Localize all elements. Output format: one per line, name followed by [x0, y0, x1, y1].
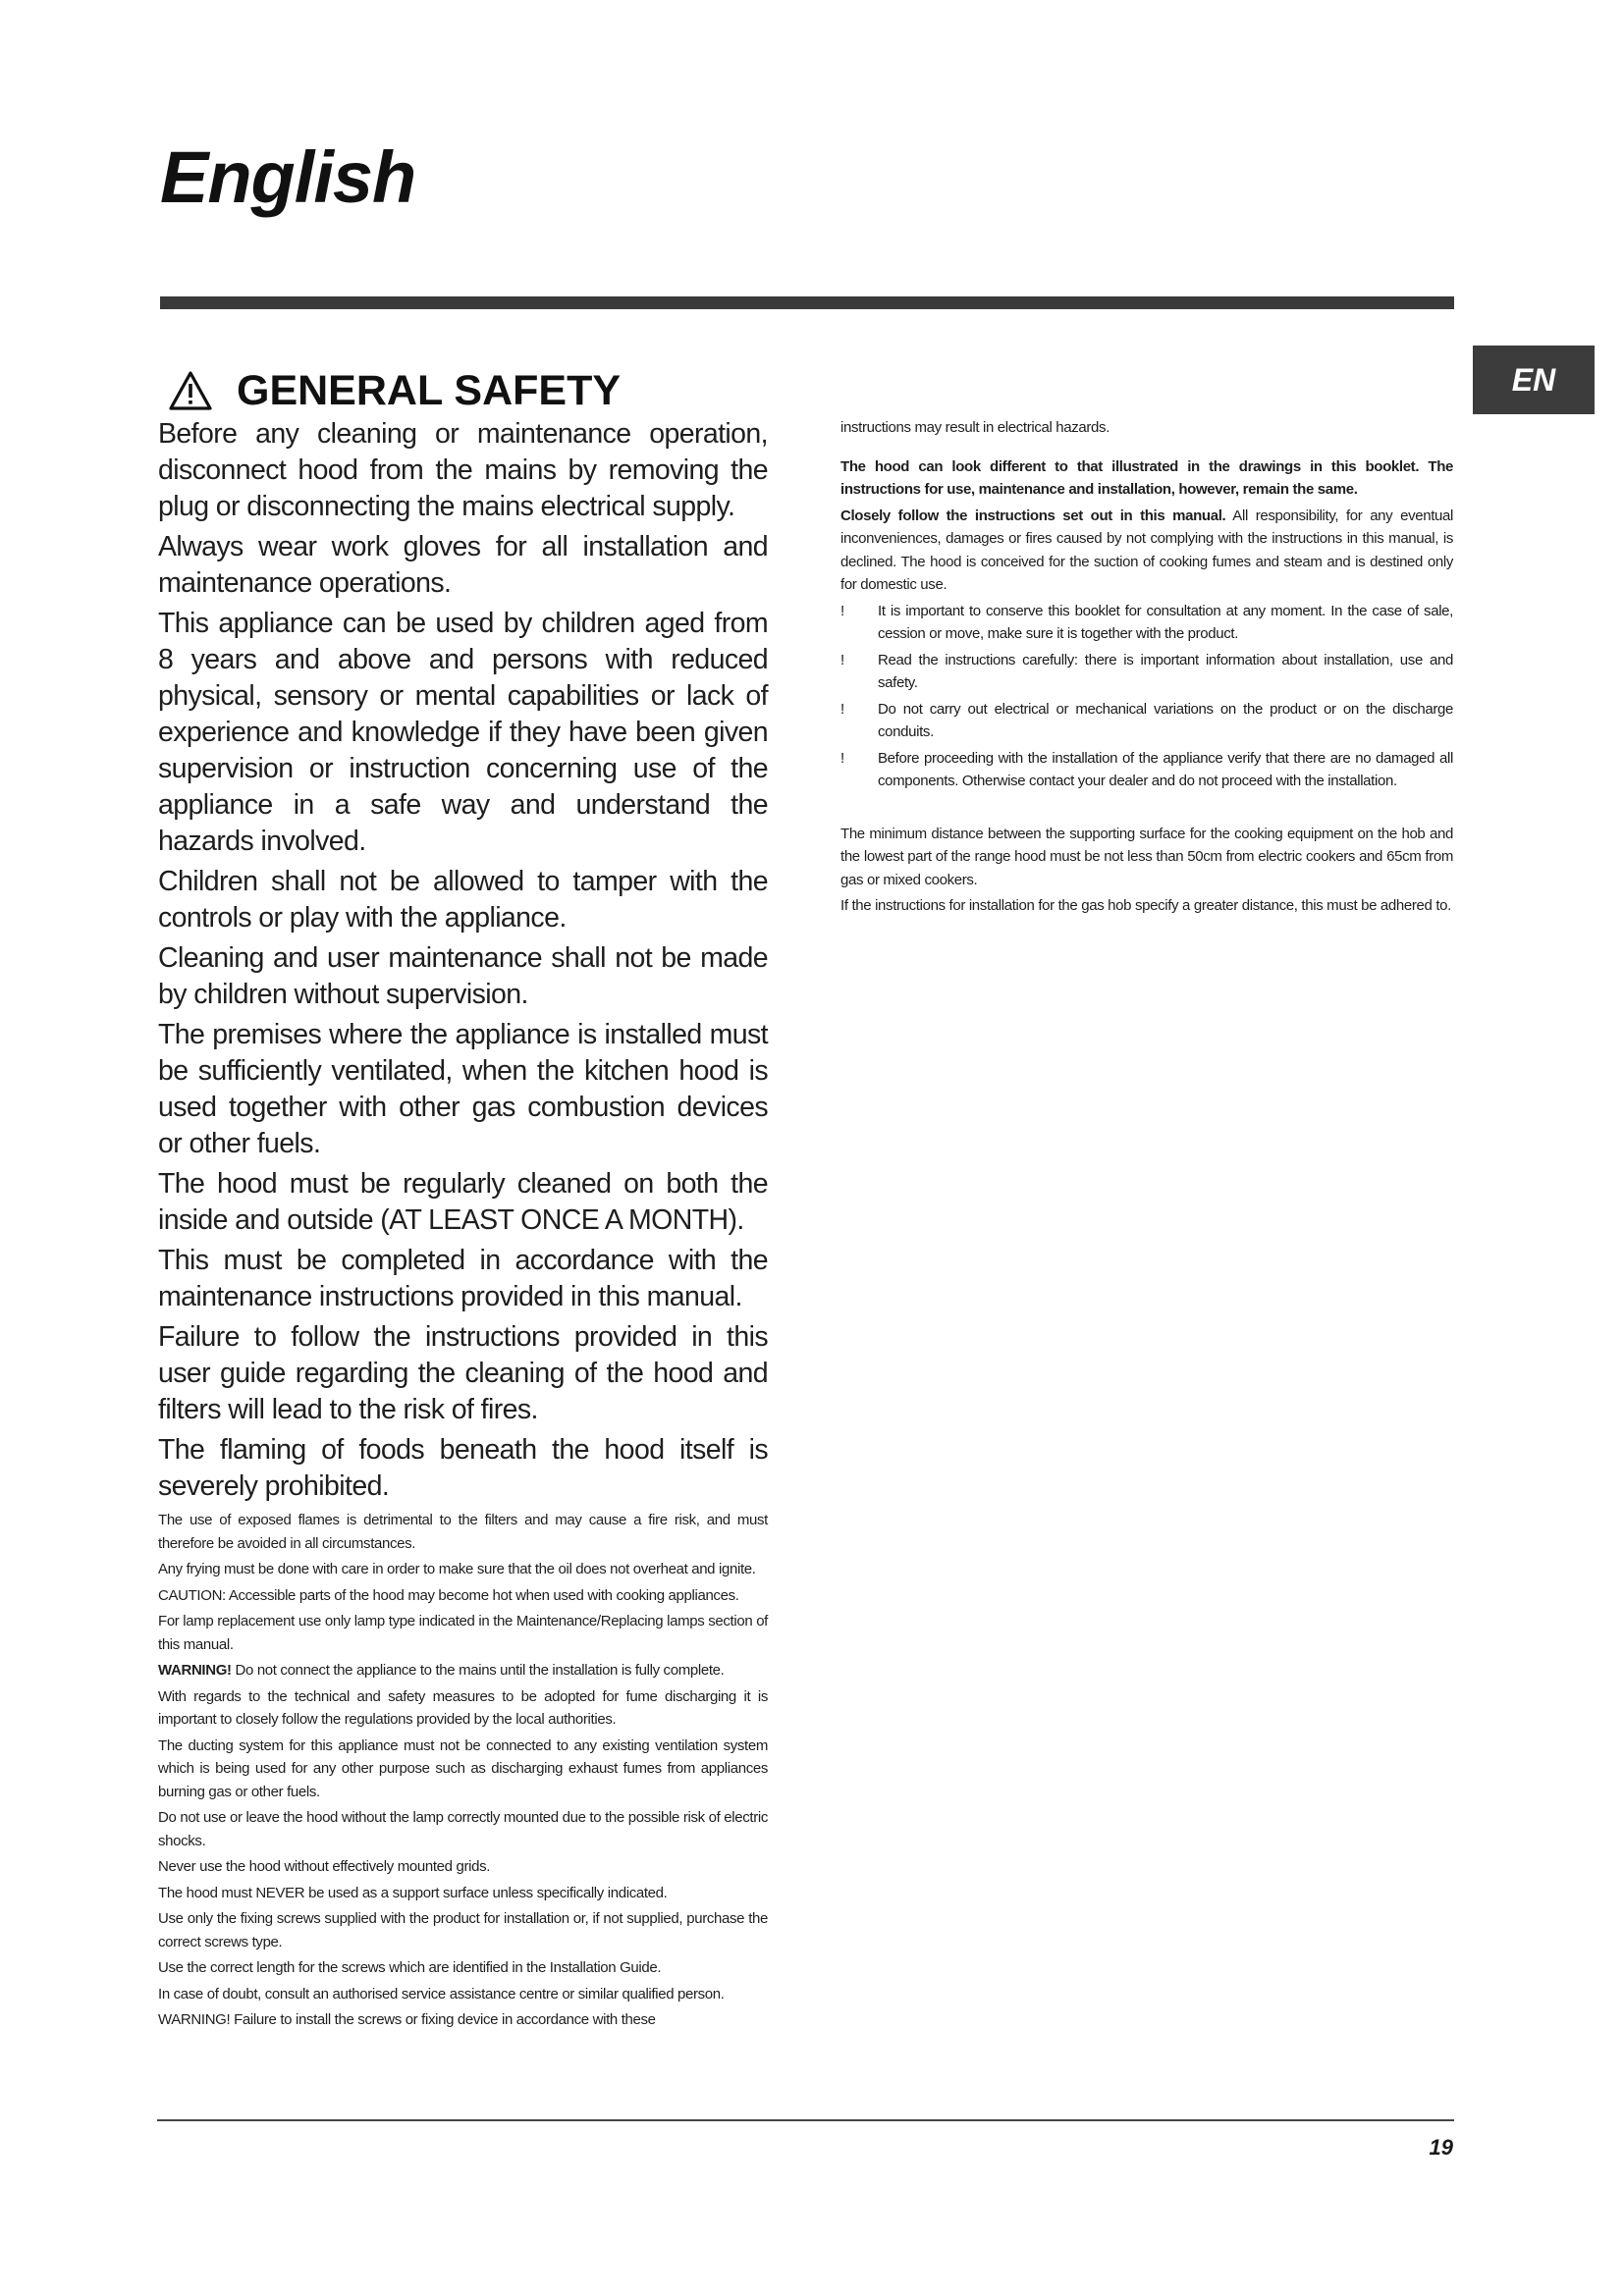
header-rule	[160, 296, 1454, 309]
paragraph: instructions may result in electrical hazards.	[840, 419, 1110, 436]
paragraph: In case of doubt, consult an authorised service assistance centre or similar qualified person.	[158, 1985, 725, 2002]
paragraph: Failure to follow the instructions provided in this user guide regarding the cleaning of the hood and filters will lead to the risk of fires.	[158, 1321, 768, 1425]
list-item-text: Read the instructions carefully: there is important information about installation, use and safety.	[878, 651, 1453, 691]
paragraph: The hood must be regularly cleaned on both the inside and outside (AT LEAST ONCE A MONTH).	[158, 1168, 768, 1236]
paragraph: Children shall not be allowed to tamper with the controls or play with the appliance.	[158, 866, 768, 934]
paragraph: Use the correct length for the screws which are identified in the Installation Guide.	[158, 1959, 662, 1976]
paragraph: If the instructions for installation for the gas hob specify a greater distance, this must be adhered to.	[840, 897, 1451, 914]
bold-notice: The hood can look different to that illustrated in the drawings in this booklet. The instructions for use, maintenance and installation, however, remain the same.	[840, 457, 1453, 498]
warning-label: WARNING!	[158, 1662, 232, 1679]
paragraph: The minimum distance between the supporting surface for the cooking equipment on the hob and the lowest part of the range hood must be not less than 50cm from electric cookers and 65cm from gas or mixed cookers.	[840, 825, 1453, 888]
large-safety-text	[158, 416, 768, 1505]
list-item-text: It is important to conserve this booklet for consultation at any moment. In the case of sale, cession or move, make sure it is together with the product.	[878, 602, 1453, 642]
list-item-text: Do not carry out electrical or mechanical variations on the product or on the discharge conduits.	[878, 700, 1453, 740]
exclamation-icon: !	[840, 651, 844, 668]
footer-rule	[157, 2119, 1454, 2121]
right-column	[840, 416, 1453, 921]
section-heading-text: GENERAL SAFETY	[237, 366, 622, 414]
small-safety-text	[158, 1509, 768, 2032]
list-item-text: Before proceeding with the installation of the appliance verify that there are no damaged all components. Otherwise contact your dealer and do not proceed with the installation.	[878, 749, 1453, 789]
paragraph: The use of exposed flames is detrimental to the filters and may cause a fire risk, and must therefore be avoided in all circumstances.	[158, 1512, 768, 1552]
paragraph: The hood must NEVER be used as a support surface unless specifically indicated.	[158, 1884, 668, 1901]
list-item	[840, 649, 1453, 695]
paragraph	[840, 505, 1453, 597]
paragraph-text: Do not connect the appliance to the mains until the installation is fully complete.	[231, 1662, 725, 1679]
bold-notice: Closely follow the instructions set out in this manual.	[840, 507, 1226, 524]
paragraph-text: All responsibility, for any eventual inconveniences, damages or fires caused by not complying with the instructions in this manual, is declined. The hood is conceived for the suction of cooking fumes and steam and is destined only for domestic use.	[840, 507, 1453, 593]
exclamation-icon: !	[840, 749, 844, 767]
paragraph: CAUTION: Accessible parts of the hood may become hot when used with cooking appliances.	[158, 1586, 739, 1604]
section-heading	[158, 365, 768, 416]
paragraph: The premises where the appliance is installed must be sufficiently ventilated, when the kitchen hood is used together with other gas combustion devices or other fuels.	[158, 1019, 768, 1159]
language-tab	[1473, 346, 1595, 414]
paragraph: Before any cleaning or maintenance operation, disconnect hood from the mains by removing the plug or disconnecting the mains electrical supply.	[158, 418, 768, 522]
language-tab-label: EN	[1511, 361, 1556, 398]
list-item	[840, 698, 1453, 744]
left-column	[158, 365, 768, 2035]
paragraph: With regards to the technical and safety measures to be adopted for fume discharging it is important to closely follow the regulations provided by the local authorities.	[158, 1687, 768, 1728]
page-number: 19	[1429, 2135, 1453, 2160]
paragraph: Do not use or leave the hood without the lamp correctly mounted due to the possible risk of electric shocks.	[158, 1809, 768, 1849]
paragraph: Use only the fixing screws supplied with the product for installation or, if not supplied, purchase the correct screws type.	[158, 1910, 768, 1950]
paragraph: WARNING! Failure to install the screws or fixing device in accordance with these	[158, 2011, 656, 2028]
list-item	[840, 600, 1453, 646]
paragraph: The flaming of foods beneath the hood itself is severely prohibited.	[158, 1434, 768, 1502]
paragraph	[840, 455, 1453, 502]
paragraph: This must be completed in accordance with the maintenance instructions provided in this manual.	[158, 1245, 768, 1312]
paragraph: The ducting system for this appliance must not be connected to any existing ventilation system which is being used for any other purpose such as discharging exhaust fumes from appliances burning gas or other fuels.	[158, 1736, 768, 1800]
paragraph: Cleaning and user maintenance shall not be made by children without supervision.	[158, 942, 768, 1010]
exclamation-icon: !	[840, 602, 844, 619]
language-title: English	[160, 136, 416, 218]
paragraph	[158, 1659, 768, 1682]
paragraph: For lamp replacement use only lamp type indicated in the Maintenance/Replacing lamps section of this manual.	[158, 1613, 768, 1653]
paragraph: This appliance can be used by children aged from 8 years and above and persons with reduced physical, sensory or mental capabilities or lack of experience and knowledge if they have been given supervision or instruction concerning use of the appliance in a safe way and understand the hazards involved.	[158, 608, 768, 857]
exclamation-icon: !	[840, 700, 844, 718]
notes-list	[840, 600, 1453, 793]
warning-triangle-icon	[168, 370, 213, 411]
paragraph: Never use the hood without effectively mounted grids.	[158, 1858, 491, 1875]
paragraph: Always wear work gloves for all installation and maintenance operations.	[158, 531, 768, 599]
list-item	[840, 747, 1453, 793]
paragraph: Any frying must be done with care in order to make sure that the oil does not overheat and ignite.	[158, 1561, 756, 1577]
